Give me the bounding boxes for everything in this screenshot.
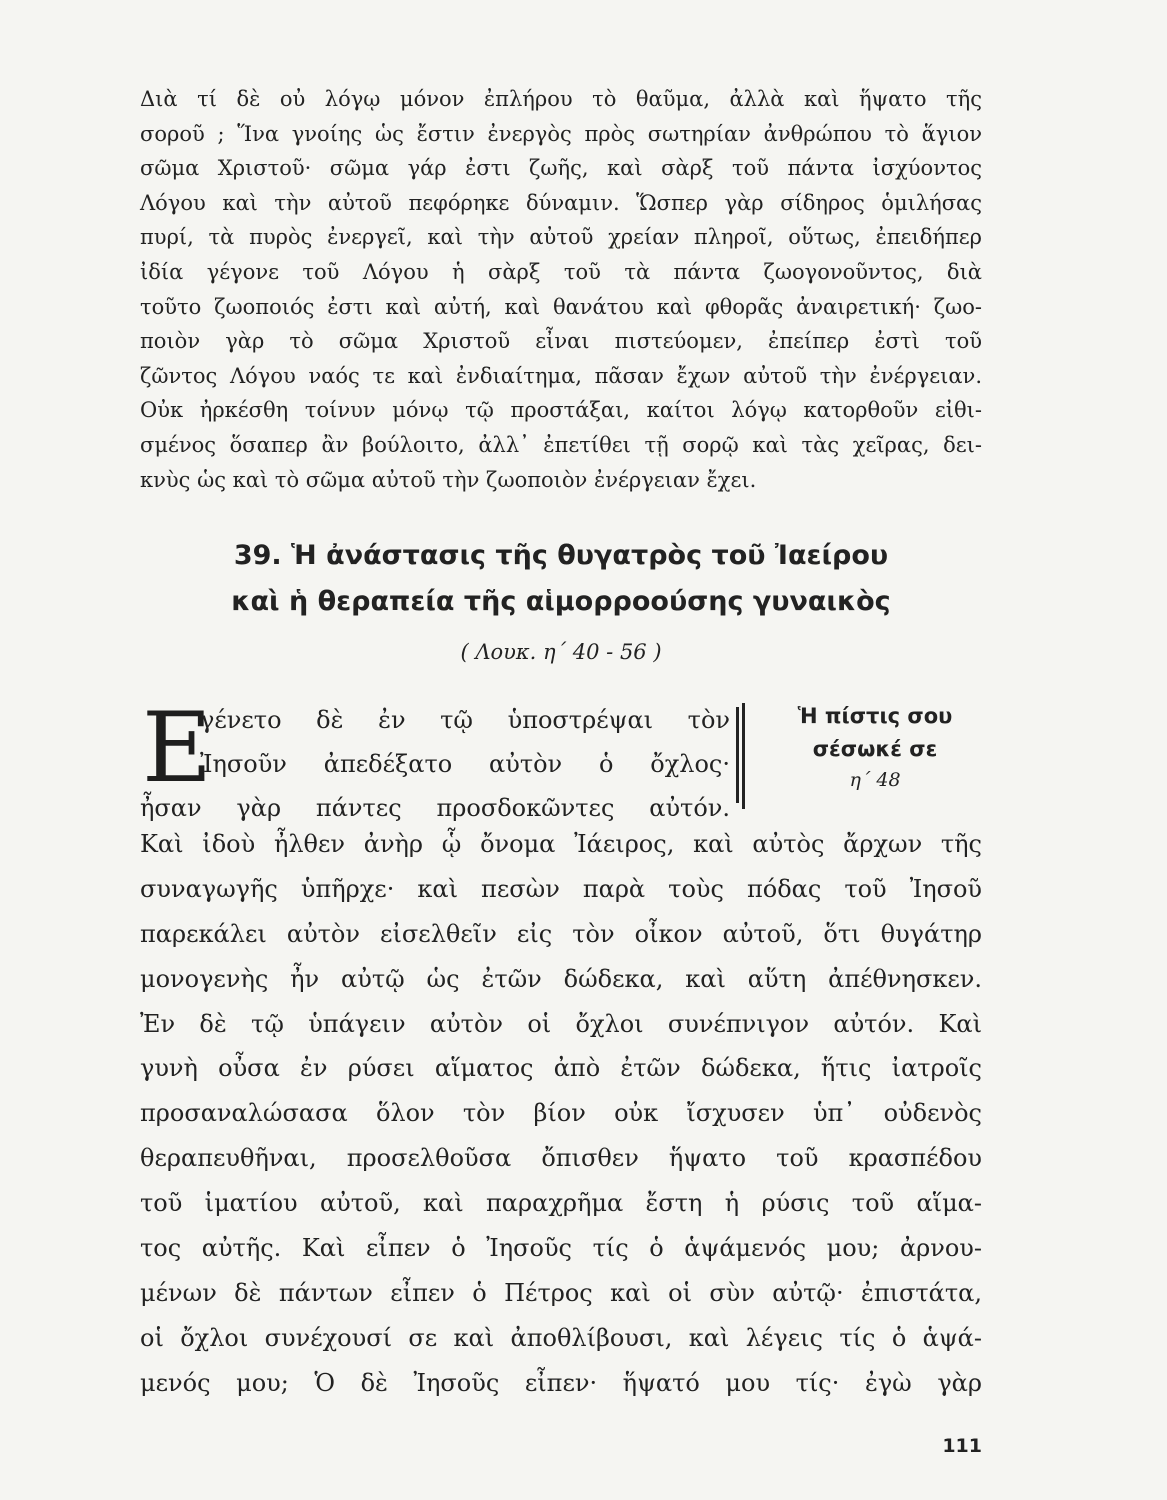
sidenote-line-1: Ἡ πίστις σου [797,704,953,728]
text-line: μένων δὲ πάντων εἶπεν ὁ Πέτρος καὶ οἱ σὺν αὐτῷ· ἐπιστάτα, [140,1278,982,1307]
text-line: κνὺς ὡς καὶ τὸ σῶμα αὐτοῦ τὴν ζωοποιὸν ἐνέργειαν ἔχει. [140,467,757,492]
text-line: Ἰησοῦν ἀπεδέξατο αὐτὸν ὁ ὄχλος· [200,750,730,778]
body-paragraph [140,822,982,1406]
text-line: θεραπευθῆναι, προσελθοῦσα ὄπισθεν ἥψατο τοῦ κρασπέδου [140,1144,982,1173]
text-line: γένετο δὲ ἐν τῷ ὑποστρέψαι τὸν [200,706,730,734]
text-line: συναγωγῆς ὑπῆρχε· καὶ πεσὼν παρὰ τοὺς πόδας τοῦ Ἰησοῦ [140,874,982,903]
text-line: Ἐν δὲ τῷ ὑπάγειν αὐτὸν οἱ ὄχλοι συνέπνιγον αὐτόν. Καὶ [140,1009,982,1038]
sidenote [760,700,990,794]
text-line: πυρί, τὰ πυρὸς ἐνεργεῖ, καὶ τὴν αὐτοῦ χρείαν πληροῖ, οὕτως, ἐπειδήπερ [140,225,982,250]
text-line: παρεκάλει αὐτὸν εἰσελθεῖν εἰς τὸν οἶκον αὐτοῦ, ὅτι θυγάτηρ [140,919,982,948]
section-heading-line-2: καὶ ἡ θεραπεία τῆς αἱμορροούσης γυναικὸς [231,586,891,617]
text-line: Διὰ τί δὲ οὐ λόγῳ μόνον ἐπλήρου τὸ θαῦμα, ἀλλὰ καὶ ἥψατο τῆς [140,87,982,111]
text-line: Λόγου καὶ τὴν αὐτοῦ πεφόρηκε δύναμιν. Ὥσπερ γὰρ σίδηρος ὁμιλήσας [140,190,982,215]
text-line: τοῦ ἱματίου αὐτοῦ, καὶ παραχρῆμα ἔστη ἡ ρύσις τοῦ αἵμα- [140,1189,982,1218]
margin-rule [736,707,739,803]
text-line: σῶμα Χριστοῦ· σῶμα γάρ ἐστι ζωῆς, καὶ σὰρξ τοῦ πάντα ἰσχύοντος [140,156,982,181]
text-line: τοῦτο ζωοποιός ἐστι καὶ αὐτή, καὶ θανάτου καὶ φθορᾶς ἀναιρετική· ζωο- [140,294,982,319]
opening-lines [140,698,730,830]
sidenote-line-2: σέσωκέ σε [812,737,938,761]
text-line: Οὐκ ἠρκέσθη τοίνυν μόνῳ τῷ προστάξαι, καίτοι λόγῳ κατορθοῦν εἰθι- [140,398,982,423]
text-line: σμένος ὅσαπερ ἂν βούλοιτο, ἀλλ᾽ ἐπετίθει τῇ σορῷ καὶ τὰς χεῖρας, δει- [140,432,982,457]
section-heading-line-1: 39. Ἡ ἀνάστασις τῆς θυγατρὸς τοῦ Ἰαείρου [233,540,889,571]
text-line: Καὶ ἰδοὺ ἦλθεν ἀνὴρ ᾧ ὄνομα Ἰάειρος, καὶ αὐτὸς ἄρχων τῆς [140,830,982,858]
text-line: σοροῦ ; Ἵνα γνοίης ὡς ἔστιν ἐνεργὸς πρὸς σωτηρίαν ἀνθρώπου τὸ ἅγιον [140,121,982,146]
text-line: γυνὴ οὖσα ἐν ρύσει αἵματος ἀπὸ ἐτῶν δώδεκα, ἥτις ἰατροῖς [140,1054,982,1083]
text-line: μονογενὴς ἦν αὐτῷ ὡς ἐτῶν δώδεκα, καὶ αὕτη ἀπέθνησκεν. [140,964,982,993]
sidenote-reference: η΄ 48 [849,769,901,791]
margin-rule [742,703,745,809]
text-line: ζῶντος Λόγου ναός τε καὶ ἐνδιαίτημα, πᾶσαν ἔχων αὐτοῦ τὴν ἐνέργειαν. [140,363,982,388]
text-line: οἱ ὄχλοι συνέχουσί σε καὶ ἀποθλίβουσι, καὶ λέγεις τίς ὁ ἁψά- [140,1323,982,1352]
text-line: ἰδία γέγονε τοῦ Λόγου ἡ σὰρξ τοῦ τὰ πάντα ζωογονοῦντος, διὰ [140,259,982,284]
text-line: ποιὸν γὰρ τὸ σῶμα Χριστοῦ εἶναι πιστεύομεν, ἐπείπερ ἐστὶ τοῦ [140,329,982,354]
text-line: τος αὐτῆς. Καὶ εἶπεν ὁ Ἰησοῦς τίς ὁ ἁψάμενός μου; ἀρνου- [140,1234,982,1263]
text-line: ἦσαν γὰρ πάντες προσδοκῶντες αὐτόν. [140,794,730,822]
page-number: 111 [942,1435,982,1457]
scripture-reference: ( Λουκ. η΄ 40 - 56 ) [460,640,662,664]
text-line: μενός μου; Ὁ δὲ Ἰησοῦς εἶπεν· ἥψατό μου τίς· ἐγὼ γὰρ [140,1368,982,1397]
top-paragraph [140,82,982,497]
drop-cap: Ε [142,692,213,804]
text-line: προσαναλώσασα ὅλον τὸν βίον οὐκ ἴσχυσεν ὑπ᾽ οὐδενὸς [140,1099,982,1128]
